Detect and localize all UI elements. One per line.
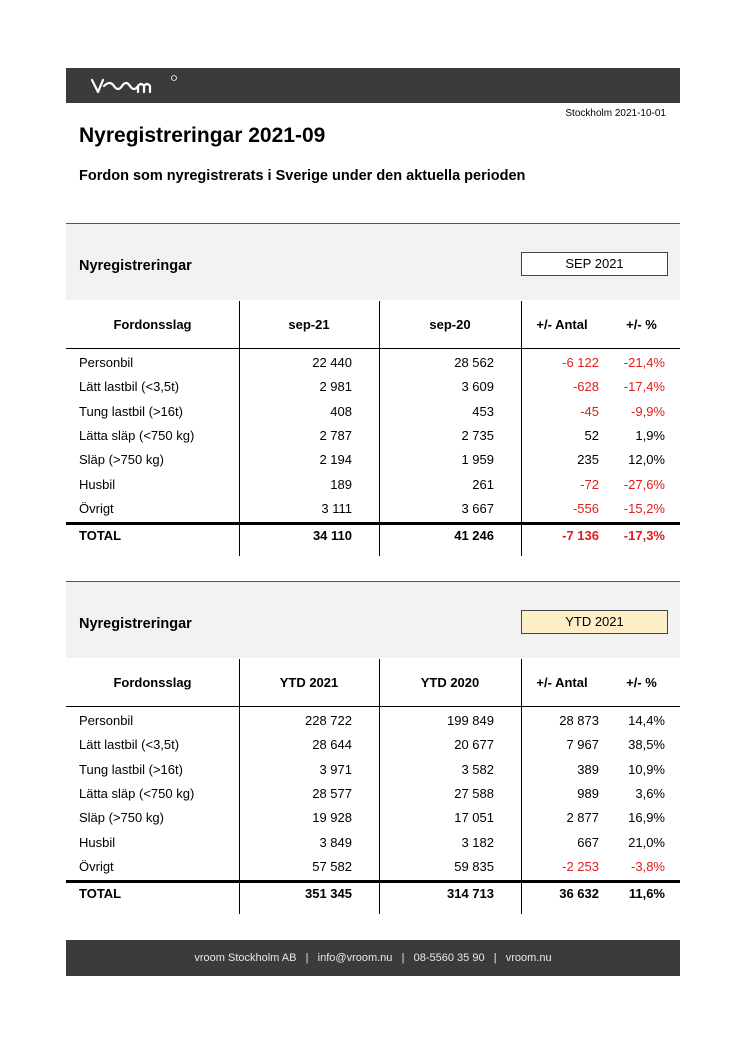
table-row (66, 782, 680, 806)
cell-type: Husbil (79, 476, 116, 492)
cell-prev: 3 667 (461, 500, 494, 516)
header-rule (66, 706, 680, 707)
cell-diff: -45 (580, 403, 599, 419)
footer: vroom Stockholm AB | info@vroom.nu | 08-5560 35 90 | vroom.nu (66, 940, 680, 976)
cell-prev: 261 (472, 476, 494, 492)
cell-type: Tung lastbil (>16t) (79, 761, 183, 777)
cell-pct: -17,4% (623, 379, 665, 395)
section-header (66, 223, 680, 300)
cell-prev: 17 051 (454, 810, 494, 826)
table-row (66, 758, 680, 782)
top-bar (66, 68, 680, 103)
column-header: YTD 2020 (420, 675, 480, 690)
cell-pct: 11,6% (628, 886, 665, 902)
column-header: +/- Antal (536, 675, 588, 690)
cell-diff: 667 (577, 834, 599, 850)
cell-type: Lätta släp (<750 kg) (79, 785, 195, 801)
cell-cur: 228 722 (305, 713, 352, 728)
cell-diff: -2 253 (562, 858, 599, 874)
cell-pct: -9,9% (631, 403, 665, 419)
section-title: Nyregistreringar (79, 616, 192, 632)
cell-diff: -6 122 (562, 355, 599, 370)
cell-diff: 389 (577, 761, 599, 777)
table-row (66, 806, 680, 830)
ytd-section (66, 581, 680, 916)
table-row (66, 448, 680, 472)
cell-type: Tung lastbil (>16t) (79, 403, 183, 419)
cell-prev: 1 959 (461, 452, 494, 468)
cell-cur: 28 644 (312, 737, 352, 753)
cell-prev: 3 182 (461, 834, 494, 850)
cell-pct: 21,0% (628, 834, 665, 850)
cell-type: Lätta släp (<750 kg) (79, 427, 195, 443)
table-row (66, 709, 680, 733)
cell-cur: 189 (330, 476, 352, 492)
cell-cur: 19 928 (312, 810, 352, 826)
cell-cur: 3 971 (319, 761, 352, 777)
cell-pct: 16,9% (628, 810, 665, 826)
column-header: +/- % (626, 317, 657, 332)
cell-type: Släp (>750 kg) (79, 452, 164, 468)
page-subtitle: Fordon som nyregistrerats i Sverige under den aktuella perioden (79, 168, 526, 184)
cell-type: TOTAL (79, 886, 122, 902)
cell-type: Personbil (79, 713, 134, 728)
cell-cur: 34 110 (312, 528, 352, 544)
cell-pct: -17,3% (623, 528, 665, 544)
table-row (66, 375, 680, 399)
cell-type: Släp (>750 kg) (79, 810, 164, 826)
cell-pct: -3,8% (631, 858, 665, 874)
cell-type: Lätt lastbil (<3,5t) (79, 737, 180, 753)
cell-prev: 2 735 (461, 427, 494, 443)
cell-diff: -7 136 (562, 528, 599, 544)
table-row (66, 855, 680, 879)
cell-cur: 22 440 (312, 355, 352, 370)
table-row (66, 400, 680, 424)
cell-cur: 28 577 (312, 785, 352, 801)
cell-pct: 3,6% (635, 785, 665, 801)
cell-cur: 3 111 (321, 500, 352, 516)
cell-type: Övrigt (79, 500, 114, 516)
cell-prev: 27 588 (454, 785, 494, 801)
cell-diff: -556 (572, 500, 599, 516)
cell-pct: 14,4% (628, 713, 665, 728)
cell-cur: 2 981 (319, 379, 352, 395)
table-row (66, 733, 680, 757)
cell-type: Övrigt (79, 858, 114, 874)
cell-diff: 52 (584, 427, 599, 443)
cell-pct: 38,5% (628, 737, 665, 753)
column-header: +/- Antal (536, 317, 588, 332)
period-badge: SEP 2021 (521, 252, 668, 276)
cell-prev: 28 562 (454, 355, 494, 370)
monthly-section (66, 223, 680, 558)
table-row (66, 473, 680, 497)
vroom-logo (90, 74, 190, 98)
total-row (66, 882, 680, 906)
cell-cur: 351 345 (305, 886, 352, 902)
table-row (66, 424, 680, 448)
section-title: Nyregistreringar (79, 258, 192, 274)
column-header: Fordonsslag (113, 317, 192, 332)
cell-diff: -628 (572, 379, 599, 395)
cell-type: Personbil (79, 355, 134, 370)
section-header (66, 581, 680, 658)
cell-prev: 453 (472, 403, 494, 419)
cell-prev: 314 713 (447, 886, 494, 902)
table-row (66, 831, 680, 855)
header-rule (66, 348, 680, 349)
cell-prev: 41 246 (454, 528, 494, 544)
cell-cur: 408 (330, 403, 352, 419)
cell-diff: 2 877 (566, 810, 599, 826)
column-header: sep-20 (429, 317, 471, 332)
cell-diff: 36 632 (559, 886, 599, 902)
column-header: sep-21 (288, 317, 330, 332)
column-header: +/- % (626, 675, 657, 690)
cell-cur: 2 194 (319, 452, 352, 468)
cell-prev: 199 849 (447, 713, 494, 728)
cell-diff: -72 (580, 476, 599, 492)
cell-cur: 57 582 (312, 858, 352, 874)
cell-cur: 3 849 (319, 834, 352, 850)
cell-prev: 20 677 (454, 737, 494, 753)
table-row (66, 497, 680, 521)
cell-type: Husbil (79, 834, 116, 850)
cell-cur: 2 787 (319, 427, 352, 443)
cell-pct: 1,9% (635, 427, 665, 443)
cell-pct: 10,9% (628, 761, 665, 777)
cell-pct: -21,4% (623, 355, 665, 370)
page-title: Nyregistreringar 2021-09 (79, 124, 326, 147)
period-badge: YTD 2021 (521, 610, 668, 634)
cell-pct: -15,2% (623, 500, 665, 516)
cell-pct: -27,6% (623, 476, 665, 492)
total-row (66, 524, 680, 548)
cell-diff: 235 (577, 452, 599, 468)
column-header: Fordonsslag (113, 675, 192, 690)
report-date: Stockholm 2021-10-01 (565, 108, 666, 119)
cell-pct: 12,0% (628, 452, 665, 468)
cell-type: Lätt lastbil (<3,5t) (79, 379, 180, 395)
cell-diff: 7 967 (566, 737, 599, 753)
cell-diff: 989 (577, 785, 599, 801)
cell-prev: 3 582 (461, 761, 494, 777)
column-header: YTD 2021 (279, 675, 339, 690)
cell-type: TOTAL (79, 528, 122, 544)
cell-prev: 3 609 (461, 379, 494, 395)
table-row (66, 351, 680, 375)
cell-diff: 28 873 (559, 713, 599, 728)
cell-prev: 59 835 (454, 858, 494, 874)
